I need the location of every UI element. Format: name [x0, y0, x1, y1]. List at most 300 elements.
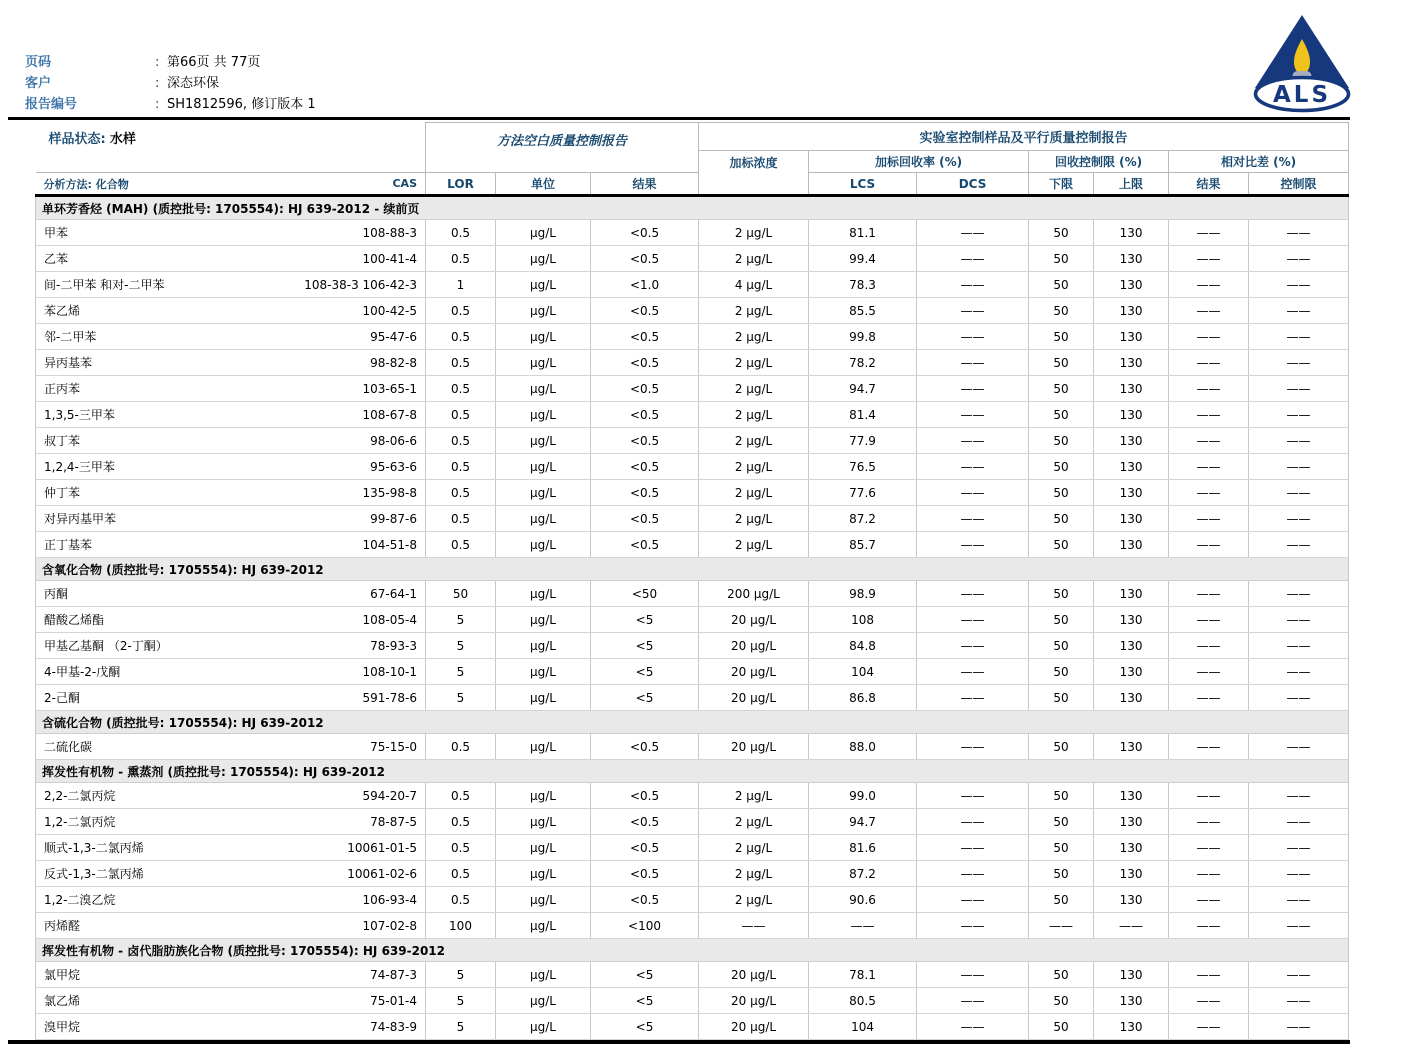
- cas-number: 10061-02-6: [347, 866, 417, 881]
- compound-name: 苯乙烯: [44, 304, 81, 318]
- cell-unit: μg/L: [496, 376, 591, 402]
- compound-cell: [36, 861, 426, 887]
- table-row: [36, 809, 1349, 835]
- cas-number: 10061-01-5: [347, 840, 417, 855]
- cell-lcs: 80.5: [809, 988, 917, 1014]
- table-row: [36, 835, 1349, 861]
- cell-blank-result: <0.5: [591, 402, 699, 428]
- compound-name: 邻-二甲苯: [44, 330, 97, 344]
- cell-dcs: ——: [917, 861, 1029, 887]
- cell-lower-limit: 50: [1029, 783, 1094, 809]
- cell-rpd-limit: ——: [1249, 988, 1349, 1014]
- cell-spike-conc: 2 μg/L: [699, 220, 809, 246]
- cell-dcs: ——: [917, 298, 1029, 324]
- col-header-spike-conc: 加标浓度: [699, 151, 809, 196]
- section-title: 含氧化合物 (质控批号: 1705554): HJ 639-2012: [36, 558, 1349, 581]
- cell-rpd-result: ——: [1169, 633, 1249, 659]
- cell-lower-limit: 50: [1029, 272, 1094, 298]
- section-title: 挥发性有机物 - 卤代脂肪族化合物 (质控批号: 1705554): HJ 639-2012: [36, 939, 1349, 962]
- cell-upper-limit: 130: [1094, 428, 1169, 454]
- cell-lor: 0.5: [426, 298, 496, 324]
- cell-rpd-limit: ——: [1249, 532, 1349, 558]
- cell-rpd-result: ——: [1169, 835, 1249, 861]
- cell-dcs: ——: [917, 734, 1029, 760]
- table-row: [36, 988, 1349, 1014]
- cell-blank-result: <0.5: [591, 835, 699, 861]
- cell-dcs: ——: [917, 324, 1029, 350]
- cell-lower-limit: 50: [1029, 246, 1094, 272]
- cas-number: 99-87-6: [370, 511, 417, 526]
- compound-name: 异丙基苯: [44, 356, 93, 370]
- cell-lower-limit: 50: [1029, 962, 1094, 988]
- compound-name: 正丙苯: [44, 382, 81, 396]
- cell-dcs: ——: [917, 246, 1029, 272]
- cell-unit: μg/L: [496, 783, 591, 809]
- cell-lcs: 81.4: [809, 402, 917, 428]
- cell-lor: 5: [426, 633, 496, 659]
- cell-spike-conc: 200 μg/L: [699, 581, 809, 607]
- col-header-lower: 下限: [1029, 173, 1094, 196]
- cell-rpd-limit: ——: [1249, 324, 1349, 350]
- cell-lcs: 99.0: [809, 783, 917, 809]
- cas-number: 74-87-3: [370, 967, 417, 982]
- cell-unit: μg/L: [496, 506, 591, 532]
- compound-cell: [36, 685, 426, 711]
- cell-blank-result: <0.5: [591, 428, 699, 454]
- cell-lor: 0.5: [426, 783, 496, 809]
- report-number-value: SH1812596, 修订版本 1: [167, 97, 316, 112]
- cell-unit: μg/L: [496, 581, 591, 607]
- cell-blank-result: <0.5: [591, 861, 699, 887]
- cell-rpd-result: ——: [1169, 913, 1249, 939]
- cell-lor: 0.5: [426, 887, 496, 913]
- cell-dcs: ——: [917, 454, 1029, 480]
- cell-unit: μg/L: [496, 835, 591, 861]
- cell-lor: 100: [426, 913, 496, 939]
- cell-lower-limit: 50: [1029, 428, 1094, 454]
- lab-report-header: 实验室控制样品及平行质量控制报告: [699, 123, 1349, 151]
- compound-cell: [36, 376, 426, 402]
- cell-rpd-limit: ——: [1249, 298, 1349, 324]
- cell-lcs: 108: [809, 607, 917, 633]
- cell-lcs: 87.2: [809, 861, 917, 887]
- cell-lor: 5: [426, 962, 496, 988]
- qc-table-wrap: [35, 122, 1348, 1044]
- cell-rpd-limit: ——: [1249, 581, 1349, 607]
- compound-name: 间-二甲苯 和对-二甲苯: [44, 278, 165, 292]
- cell-lower-limit: 50: [1029, 887, 1094, 913]
- cell-lower-limit: 50: [1029, 861, 1094, 887]
- cell-lor: 0.5: [426, 809, 496, 835]
- cell-unit: μg/L: [496, 734, 591, 760]
- cell-lower-limit: ——: [1029, 913, 1094, 939]
- cell-upper-limit: 130: [1094, 506, 1169, 532]
- cell-lcs: 78.3: [809, 272, 917, 298]
- compound-cell: [36, 607, 426, 633]
- cell-blank-result: <0.5: [591, 887, 699, 913]
- cas-number: 108-38-3 106-42-3: [304, 277, 417, 292]
- cell-blank-result: <0.5: [591, 506, 699, 532]
- cell-upper-limit: 130: [1094, 887, 1169, 913]
- cell-rpd-result: ——: [1169, 809, 1249, 835]
- cell-rpd-result: ——: [1169, 350, 1249, 376]
- cell-blank-result: <0.5: [591, 246, 699, 272]
- compound-cell: [36, 783, 426, 809]
- client-value: 深态环保: [167, 76, 220, 91]
- compound-cell: [36, 734, 426, 760]
- col-header-analyte: [36, 173, 426, 196]
- cell-rpd-result: ——: [1169, 581, 1249, 607]
- cell-lower-limit: 50: [1029, 734, 1094, 760]
- cell-lcs: 104: [809, 659, 917, 685]
- compound-name: 正丁基苯: [44, 538, 93, 552]
- section-title: 含硫化合物 (质控批号: 1705554): HJ 639-2012: [36, 711, 1349, 734]
- compound-cell: [36, 659, 426, 685]
- compound-cell: [36, 402, 426, 428]
- cell-blank-result: <0.5: [591, 480, 699, 506]
- compound-name: 对异丙基甲苯: [44, 512, 117, 526]
- cell-dcs: ——: [917, 633, 1029, 659]
- cell-rpd-result: ——: [1169, 532, 1249, 558]
- cell-lower-limit: 50: [1029, 350, 1094, 376]
- compound-name: 1,2-二溴乙烷: [44, 893, 116, 907]
- cell-spike-conc: 20 μg/L: [699, 988, 809, 1014]
- cas-number: 106-93-4: [362, 892, 417, 907]
- cell-upper-limit: 130: [1094, 298, 1169, 324]
- compound-cell: [36, 324, 426, 350]
- cell-rpd-limit: ——: [1249, 376, 1349, 402]
- table-row: [36, 962, 1349, 988]
- compound-name: 丙烯醛: [44, 919, 81, 933]
- cell-rpd-result: ——: [1169, 734, 1249, 760]
- cell-unit: μg/L: [496, 246, 591, 272]
- cell-dcs: ——: [917, 988, 1029, 1014]
- compound-name: 醋酸乙烯酯: [44, 613, 105, 627]
- cell-upper-limit: 130: [1094, 734, 1169, 760]
- cell-lcs: 81.1: [809, 220, 917, 246]
- cell-lower-limit: 50: [1029, 685, 1094, 711]
- cell-rpd-result: ——: [1169, 783, 1249, 809]
- compound-name: 二硫化碳: [44, 740, 93, 754]
- sample-status-label: 样品状态:: [48, 131, 106, 147]
- compound-name: 顺式-1,3-二氯丙烯: [44, 841, 144, 855]
- cell-rpd-result: ——: [1169, 506, 1249, 532]
- cell-lower-limit: 50: [1029, 809, 1094, 835]
- cell-lower-limit: 50: [1029, 298, 1094, 324]
- cell-dcs: ——: [917, 272, 1029, 298]
- cell-spike-conc: 2 μg/L: [699, 376, 809, 402]
- compound-name: 乙苯: [44, 252, 69, 266]
- cell-rpd-result: ——: [1169, 376, 1249, 402]
- cell-unit: μg/L: [496, 428, 591, 454]
- table-row: [36, 861, 1349, 887]
- cell-upper-limit: 130: [1094, 685, 1169, 711]
- cell-upper-limit: 130: [1094, 532, 1169, 558]
- colon: :: [155, 55, 160, 70]
- qc-table: [35, 122, 1349, 1040]
- cell-lcs: 77.6: [809, 480, 917, 506]
- cell-rpd-limit: ——: [1249, 1014, 1349, 1040]
- cas-number: 75-01-4: [370, 993, 417, 1008]
- compound-cell: [36, 506, 426, 532]
- cell-lor: 0.5: [426, 428, 496, 454]
- cell-spike-conc: 2 μg/L: [699, 532, 809, 558]
- cell-lor: 0.5: [426, 480, 496, 506]
- cell-rpd-limit: ——: [1249, 659, 1349, 685]
- cell-lcs: 98.9: [809, 581, 917, 607]
- cas-number: 108-67-8: [362, 407, 417, 422]
- col-header-unit: 单位: [496, 173, 591, 196]
- compound-cell: [36, 272, 426, 298]
- compound-cell: [36, 246, 426, 272]
- cell-rpd-limit: ——: [1249, 887, 1349, 913]
- cell-lor: 0.5: [426, 861, 496, 887]
- cell-lor: 5: [426, 607, 496, 633]
- cell-lcs: 78.1: [809, 962, 917, 988]
- cell-lor: 0.5: [426, 835, 496, 861]
- table-row: [36, 220, 1349, 246]
- cell-rpd-limit: ——: [1249, 783, 1349, 809]
- cas-number: 108-88-3: [362, 225, 417, 240]
- col-header-upper: 上限: [1094, 173, 1169, 196]
- table-row: [36, 913, 1349, 939]
- compound-name: 1,2,4-三甲苯: [44, 460, 115, 474]
- cell-upper-limit: 130: [1094, 1014, 1169, 1040]
- cell-lcs: 94.7: [809, 376, 917, 402]
- cell-lor: 0.5: [426, 454, 496, 480]
- cell-spike-conc: 20 μg/L: [699, 1014, 809, 1040]
- cell-blank-result: <1.0: [591, 272, 699, 298]
- footer-separator-line: [8, 1040, 1350, 1044]
- cell-rpd-result: ——: [1169, 480, 1249, 506]
- cell-upper-limit: 130: [1094, 272, 1169, 298]
- cell-rpd-limit: ——: [1249, 454, 1349, 480]
- cell-lower-limit: 50: [1029, 659, 1094, 685]
- compound-cell: [36, 887, 426, 913]
- cell-blank-result: <0.5: [591, 324, 699, 350]
- cell-lor: 0.5: [426, 532, 496, 558]
- cell-spike-conc: 2 μg/L: [699, 246, 809, 272]
- cell-unit: μg/L: [496, 988, 591, 1014]
- cell-unit: μg/L: [496, 659, 591, 685]
- header-row-1: [36, 123, 1349, 151]
- cell-upper-limit: 130: [1094, 454, 1169, 480]
- cell-rpd-result: ——: [1169, 402, 1249, 428]
- cell-unit: μg/L: [496, 298, 591, 324]
- cell-dcs: ——: [917, 581, 1029, 607]
- cell-rpd-limit: ——: [1249, 272, 1349, 298]
- cell-blank-result: <0.5: [591, 376, 699, 402]
- cell-rpd-limit: ——: [1249, 913, 1349, 939]
- cell-spike-conc: 2 μg/L: [699, 480, 809, 506]
- cell-unit: μg/L: [496, 685, 591, 711]
- cell-spike-conc: 20 μg/L: [699, 633, 809, 659]
- cell-lcs: 87.2: [809, 506, 917, 532]
- cas-number: 108-10-1: [362, 664, 417, 679]
- cell-blank-result: <5: [591, 1014, 699, 1040]
- cell-rpd-result: ——: [1169, 246, 1249, 272]
- compound-cell: [36, 428, 426, 454]
- cell-upper-limit: 130: [1094, 861, 1169, 887]
- cell-rpd-result: ——: [1169, 220, 1249, 246]
- cell-upper-limit: 130: [1094, 376, 1169, 402]
- cell-dcs: ——: [917, 783, 1029, 809]
- cell-unit: μg/L: [496, 913, 591, 939]
- col-header-result: 结果: [591, 173, 699, 196]
- cell-blank-result: <5: [591, 659, 699, 685]
- cell-upper-limit: 130: [1094, 480, 1169, 506]
- cell-upper-limit: 130: [1094, 783, 1169, 809]
- compound-name: 2,2-二氯丙烷: [44, 789, 116, 803]
- cas-number: 107-02-8: [362, 918, 417, 933]
- table-row: [36, 532, 1349, 558]
- compound-cell: [36, 1014, 426, 1040]
- cell-spike-conc: ——: [699, 913, 809, 939]
- cell-spike-conc: 2 μg/L: [699, 454, 809, 480]
- cell-lor: 0.5: [426, 220, 496, 246]
- cas-number: 591-78-6: [362, 690, 417, 705]
- cell-lower-limit: 50: [1029, 988, 1094, 1014]
- cell-spike-conc: 20 μg/L: [699, 659, 809, 685]
- cell-unit: μg/L: [496, 962, 591, 988]
- cell-dcs: ——: [917, 809, 1029, 835]
- cell-lor: 5: [426, 988, 496, 1014]
- cas-number: 98-06-6: [370, 433, 417, 448]
- cell-rpd-limit: ——: [1249, 506, 1349, 532]
- header-separator-line: [8, 117, 1350, 120]
- cell-dcs: ——: [917, 376, 1029, 402]
- cell-spike-conc: 20 μg/L: [699, 734, 809, 760]
- cell-rpd-limit: ——: [1249, 246, 1349, 272]
- cell-blank-result: <50: [591, 581, 699, 607]
- client-label: 客户: [25, 76, 52, 91]
- cell-dcs: ——: [917, 428, 1029, 454]
- cell-blank-result: <100: [591, 913, 699, 939]
- cell-dcs: ——: [917, 350, 1029, 376]
- logo-text: ALS: [1272, 82, 1332, 108]
- cell-lor: 5: [426, 685, 496, 711]
- compound-name: 氯甲烷: [44, 968, 81, 982]
- cell-lor: 5: [426, 1014, 496, 1040]
- cell-rpd-result: ——: [1169, 659, 1249, 685]
- cell-upper-limit: 130: [1094, 324, 1169, 350]
- cell-blank-result: <0.5: [591, 454, 699, 480]
- cell-upper-limit: 130: [1094, 220, 1169, 246]
- cas-number: 135-98-8: [362, 485, 417, 500]
- cell-lcs: 76.5: [809, 454, 917, 480]
- cell-spike-conc: 20 μg/L: [699, 685, 809, 711]
- cell-blank-result: <0.5: [591, 734, 699, 760]
- cell-lcs: 77.9: [809, 428, 917, 454]
- cell-rpd-limit: ——: [1249, 428, 1349, 454]
- cell-lcs: 99.4: [809, 246, 917, 272]
- table-body: [36, 196, 1349, 1040]
- cell-upper-limit: 130: [1094, 402, 1169, 428]
- cell-blank-result: <0.5: [591, 809, 699, 835]
- cell-unit: μg/L: [496, 1014, 591, 1040]
- cell-rpd-result: ——: [1169, 272, 1249, 298]
- cell-blank-result: <0.5: [591, 532, 699, 558]
- compound-cell: [36, 809, 426, 835]
- compound-cell: [36, 480, 426, 506]
- cell-lcs: 85.7: [809, 532, 917, 558]
- cell-upper-limit: 130: [1094, 246, 1169, 272]
- cell-lcs: 90.6: [809, 887, 917, 913]
- cell-blank-result: <0.5: [591, 220, 699, 246]
- cell-spike-conc: 20 μg/L: [699, 962, 809, 988]
- cell-spike-conc: 2 μg/L: [699, 350, 809, 376]
- cell-lor: 0.5: [426, 402, 496, 428]
- cell-spike-conc: 2 μg/L: [699, 506, 809, 532]
- cell-lower-limit: 50: [1029, 633, 1094, 659]
- sample-status-value: 水样: [109, 131, 136, 147]
- cell-rpd-result: ——: [1169, 962, 1249, 988]
- page-number-value: 第66页 共 77页: [167, 55, 261, 70]
- cell-lor: 0.5: [426, 324, 496, 350]
- cell-lcs: 78.2: [809, 350, 917, 376]
- cas-number: 108-05-4: [362, 612, 417, 627]
- cell-lcs: ——: [809, 913, 917, 939]
- cell-lcs: 86.8: [809, 685, 917, 711]
- section-header-row: [36, 939, 1349, 962]
- table-row: [36, 783, 1349, 809]
- cas-number: 95-47-6: [370, 329, 417, 344]
- table-row: [36, 428, 1349, 454]
- cell-lcs: 81.6: [809, 835, 917, 861]
- cell-unit: μg/L: [496, 480, 591, 506]
- cas-number: 67-64-1: [370, 586, 417, 601]
- sample-status: [36, 123, 426, 173]
- table-row: [36, 887, 1349, 913]
- cell-lower-limit: 50: [1029, 506, 1094, 532]
- table-row: [36, 402, 1349, 428]
- cell-lcs: 99.8: [809, 324, 917, 350]
- cell-dcs: ——: [917, 220, 1029, 246]
- table-row: [36, 376, 1349, 402]
- cell-unit: μg/L: [496, 454, 591, 480]
- cell-rpd-limit: ——: [1249, 861, 1349, 887]
- cell-lower-limit: 50: [1029, 402, 1094, 428]
- compound-name: 溴甲烷: [44, 1020, 81, 1034]
- col-header-dcs: DCS: [917, 173, 1029, 196]
- cell-blank-result: <5: [591, 607, 699, 633]
- table-row: [36, 454, 1349, 480]
- cell-lcs: 85.5: [809, 298, 917, 324]
- cell-spike-conc: 4 μg/L: [699, 272, 809, 298]
- cell-upper-limit: 130: [1094, 633, 1169, 659]
- col-header-spike-recovery: 加标回收率 (%): [809, 151, 1029, 173]
- compound-cell: [36, 962, 426, 988]
- cell-dcs: ——: [917, 532, 1029, 558]
- report-meta: [25, 52, 316, 115]
- cell-rpd-result: ——: [1169, 298, 1249, 324]
- col-header-lor: LOR: [426, 173, 496, 196]
- cell-lor: 0.5: [426, 506, 496, 532]
- cell-lor: 0.5: [426, 350, 496, 376]
- table-row: [36, 1014, 1349, 1040]
- compound-name: 丙酮: [44, 587, 69, 601]
- cell-unit: μg/L: [496, 887, 591, 913]
- compound-name: 仲丁苯: [44, 486, 81, 500]
- colon: :: [155, 76, 160, 91]
- cell-rpd-limit: ——: [1249, 633, 1349, 659]
- meta-row-report-number: [25, 94, 316, 115]
- cell-upper-limit: 130: [1094, 988, 1169, 1014]
- cell-spike-conc: 2 μg/L: [699, 402, 809, 428]
- cell-blank-result: <5: [591, 633, 699, 659]
- cell-blank-result: <5: [591, 685, 699, 711]
- cell-lower-limit: 50: [1029, 532, 1094, 558]
